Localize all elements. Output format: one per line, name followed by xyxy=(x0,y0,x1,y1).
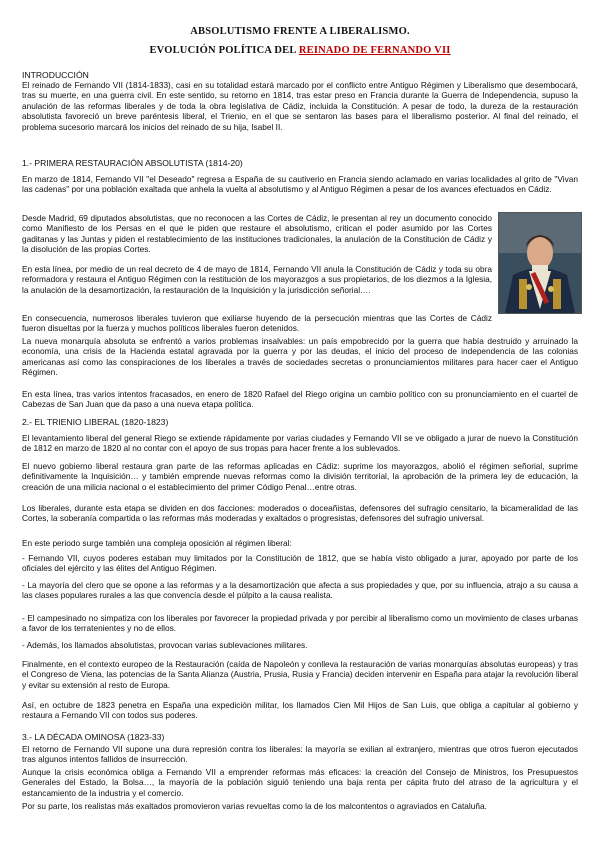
section3-paragraph-1: El retorno de Fernando VII supone una dura represión contra los liberales: la mayoría se exilian al extranjero, mientras que otros fueron ejecutados tras algunos intentos fallidos de insurrección. xyxy=(22,744,578,765)
section3-paragraph-2: Aunque la crisis económica obliga a Fernando VII a emprender reformas más eficaces: la creación del Consejo de Ministros, los Presupuestos Generales del Estado, la Bolsa…, la mayoría de la población siguió teniendo una baja renta per cápita fruto del atraso de la agricultura y el estancamiento de la industria y el comercio. xyxy=(22,767,578,798)
section3-heading: 3.- LA DÉCADA OMINOSA (1823-33) xyxy=(22,732,165,742)
section2-paragraph-3: Los liberales, durante esta etapa se dividen en dos facciones: moderados o doceañistas, defensores del sufragio censitario, la bicameralidad de las Cortes, la soberanía compartida o las reformas más moderadas y exaltados o progresistas, defensores del sufragio universal. xyxy=(22,503,578,524)
fernando-vii-portrait xyxy=(498,212,582,314)
subtitle-prefix: EVOLUCIÓN POLÍTICA DEL xyxy=(149,45,299,56)
section2-list-item-3: - El campesinado no simpatiza con los liberales por favorecer la propiedad privada y por percibir al liberalismo como un movimiento de clases urbanas a favor de los terratenientes y no de ellos. xyxy=(22,613,578,634)
portrait-illustration xyxy=(499,213,581,313)
section2-paragraph-1: El levantamiento liberal del general Riego se extiende rápidamente por varias ciudades y Fernando VII se ve obligado a jurar de nuevo la Constitución de 1812 en marzo de 1820 al no contar con el apoyo de sus tropas para hacer frente a los sublevados. xyxy=(22,433,578,454)
section2-list-item-4: - Además, los llamados absolutistas, provocan varias sublevaciones militares. xyxy=(22,640,308,650)
section1-paragraph-5: La nueva monarquía absoluta se enfrentó a varios problemas insalvables: un país empobrecido por la guerra que había destruido y arruinado la economía, una crisis de la Hacienda estatal agravada por la guerra y por las deudas, el inicio del proceso de independencia de las colonias americanas así como las conspiraciones de los liberales a través de sociedades secretas o pronunciamientos militares para hacer caer el Antiguo Régimen. xyxy=(22,336,578,378)
section2-list-item-2: - La mayoría del clero que se opone a las reformas y a la desamortización que afecta a sus propiedades y que, por su influencia, atrajo a su causa a las clases populares rurales a las que convencía desde el púlpito a la causa realista. xyxy=(22,580,578,601)
intro-heading: INTRODUCCIÓN xyxy=(22,70,89,80)
document-subtitle xyxy=(0,45,600,56)
intro-paragraph: El reinado de Fernando VII (1814-1833), casi en su totalidad estará marcado por el conflicto entre Antiguo Régimen y Liberalismo que desembocará, tras su muerte, en una guerra civil. En este sentido, su retorno en 1814, tras estar preso en Francia durante la Guerra de Independencia, supuso la anulación de las reformas liberales y de toda la obra legislativa de Cádiz, incluida la Constitución. A pesar de todo, la dureza de la restauración absolutista favoreció un breve paréntesis liberal, el Trienio, en el que se sentaron las bases para el liberalismo posterior. Al final del reinado, el problema sucesorio marcará los inicios del reinado de su hija, Isabel II. xyxy=(22,80,578,132)
section2-paragraph-4: En este periodo surge también una compleja oposición al régimen liberal: xyxy=(22,538,292,548)
document-title: ABSOLUTISMO FRENTE A LIBERALISMO. xyxy=(190,26,410,37)
section1-paragraph-1: En marzo de 1814, Fernando VII "el Deseado" regresa a España de su cautiverio en Francia siendo aclamado en varias localidades al grito de "Vivan las cadenas" por una población exaltada que anhela la vuelta al absolutismo y al Antiguo Régimen a pesar de los avances efectuados en Cádiz. xyxy=(22,174,578,195)
section2-paragraph-2: El nuevo gobierno liberal restaura gran parte de las reformas aplicadas en Cádiz: suprime los mayorazgos, abolió el régimen señorial, suprime definitivamente la Inquisición… y también emprende nuevas reformas como la división territorial, la aprobación de la primera ley de educación, la creación de una milicia nacional o el establecimiento del primer Código Penal…entre otras. xyxy=(22,461,578,492)
section1-paragraph-3: En esta línea, por medio de un real decreto de 4 de mayo de 1814, Fernando VII anula la Constitución de Cádiz y toda su obra reformadora y restaura el Antiguo Régimen con la restitución de los mayorazgos a sus propietarios, de los diezmos a la Iglesia, la anulación de la desamortización, la restauración de la Inquisición y la jurisdicción señorial…. xyxy=(22,264,492,295)
section1-heading: 1.- PRIMERA RESTAURACIÓN ABSOLUTISTA (1814-20) xyxy=(22,158,243,168)
section1-paragraph-2: Desde Madrid, 69 diputados absolutistas, que no reconocen a las Cortes de Cádiz, le presentan al rey un documento conocido como Manifiesto de los Persas en el que le piden que restaure el absolutismo, critican el poder asumido por las Cortes gaditanas y las Juntas y piden el restablecimiento de las instituciones tradicionales, la anulación de la Constitución de Cádiz y la disolución de las propias Cortes. xyxy=(22,213,492,255)
section1-paragraph-6: En esta línea, tras varios intentos fracasados, en enero de 1820 Rafael del Riego origina un cambio político con su pronunciamiento en el cuartel de Cabezas de San Juan que da paso a una nueva etapa política. xyxy=(22,389,578,410)
section2-heading: 2.- EL TRIENIO LIBERAL (1820-1823) xyxy=(22,417,169,427)
section3-paragraph-3: Por su parte, los realistas más exaltados promovieron varias revueltas como la de los malcontentos o agraviados en Cataluña. xyxy=(22,801,487,811)
section1-paragraph-4: En consecuencia, numerosos liberales tuvieron que exiliarse huyendo de la persecución mientras que las Cortes de Cádiz fueron disueltas por la fuerza y muchos políticos liberales fueron detenidos. xyxy=(22,313,492,334)
section2-list-item-1: - Fernando VII, cuyos poderes estaban muy limitados por la Constitución de 1812, que se había visto obligado a jurar, apoyado por parte de los oficiales del ejército y las élites del Antiguo Régimen. xyxy=(22,553,578,574)
section2-paragraph-6: Así, en octubre de 1823 penetra en España una expedición militar, los llamados Cien Mil Hijos de San Luis, que obliga a capitular al gobierno y restaura a Fernando VII con todos sus poderes. xyxy=(22,700,578,721)
subtitle-highlight: REINADO DE FERNANDO VII xyxy=(298,45,451,56)
section2-paragraph-5: Finalmente, en el contexto europeo de la Restauración (caída de Napoleón y conlleva la restauración de varias monarquías absolutas europeas) y tras el Congreso de Viena, las potencias de la Santa Alianza (Austria, Prusia, Rusia y Francia) deciden intervenir en España para atajar la revolución liberal y evitar su extensión al resto de Europa. xyxy=(22,659,578,690)
